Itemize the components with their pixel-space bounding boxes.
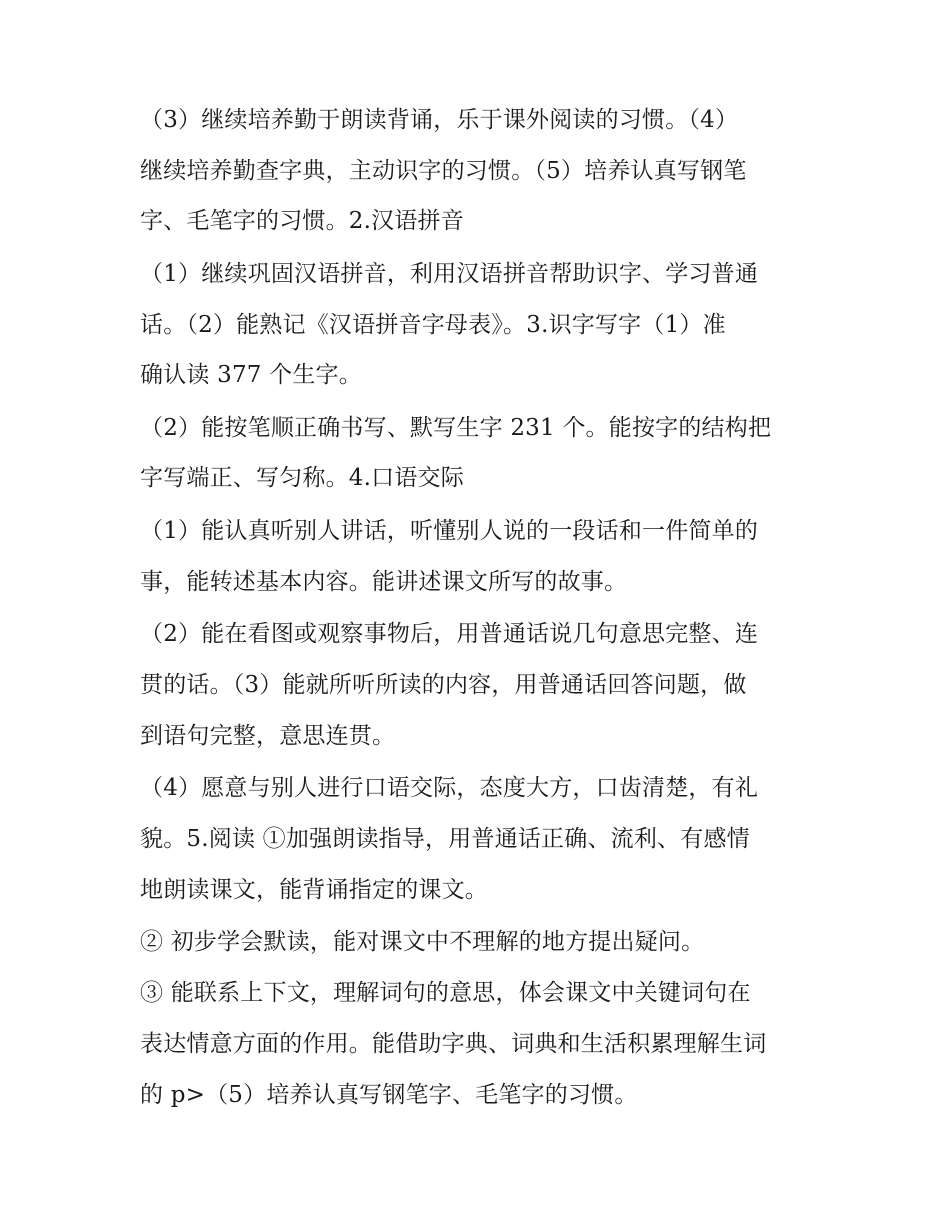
text-line: 继续培养勤查字典，主动识字的习惯。（5）培养认真写钢笔 [140,158,747,184]
text-line: （2）能在看图或观察事物后，用普通话说几句意思完整、连 [140,621,759,647]
text-line: 到语句完整，意思连贯。 [140,723,396,749]
text-line: （3）继续培养勤于朗读背诵，乐于课外阅读的习惯。（4） [140,107,739,133]
text-line: 表达情意方面的作用。能借助字典、词典和生活积累理解生词 [140,1031,767,1057]
text-line: 确认读 377 个生字。 [140,362,362,388]
text-line: 字写端正、写匀称。4.口语交际 [140,465,464,491]
text-line: 地朗读课文，能背诵指定的课文。 [140,877,488,903]
text-line: （4）愿意与别人进行口语交际，态度大方，口齿清楚，有礼 [140,775,759,801]
text-line: （2）能按笔顺正确书写、默写生字 231 个。能按字的结构把 [140,415,772,441]
text-line: 字、毛笔字的习惯。2.汉语拼音 [140,208,464,234]
text-line: 的 p>（5）培养认真写钢笔字、毛笔字的习惯。 [140,1082,638,1108]
text-line: 贯的话。（3）能就所听所读的内容，用普通话回答问题，做 [140,672,747,698]
text-line: （1）能认真听别人讲话，听懂别人说的一段话和一件简单的 [140,518,759,544]
text-line: ② 初步学会默读，能对课文中不理解的地方提出疑问。 [140,929,705,955]
text-line: ③ 能联系上下文，理解词句的意思，体会课文中关键词句在 [140,980,751,1006]
text-line: 话。（2）能熟记《汉语拼音字母表》。3.识字写字（1）准 [140,312,726,338]
text-line: 事，能转述基本内容。能讲述课文所写的故事。 [140,569,628,595]
text-line: 貌。5.阅读 ①加强朗读指导，用普通话正确、流利、有感情 [140,826,750,852]
text-line: （1）继续巩固汉语拼音，利用汉语拼音帮助识字、学习普通 [140,261,759,287]
